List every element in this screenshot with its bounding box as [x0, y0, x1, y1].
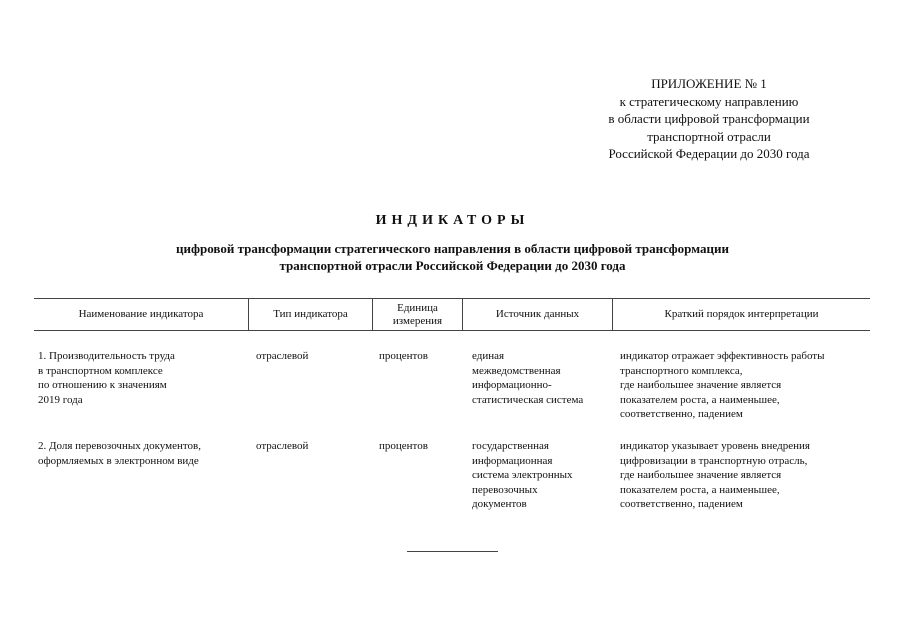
table-row	[34, 349, 870, 439]
cell-interpretation: индикатор указывает уровень внедрения цифровизации в транспортную отрасль, где наибольшее значение является показателем роста, а наименьшее, соответственно, падением	[620, 440, 810, 511]
cell-indicator-name: 2. Доля перевозочных документов, оформляемых в электронном виде	[38, 440, 201, 467]
indicators-table	[34, 298, 870, 529]
subtitle-line: цифровой трансформации стратегического направления в области цифровой трансформации	[176, 241, 729, 256]
header-data-source	[463, 299, 613, 330]
cell-indicator-type: отраслевой	[256, 440, 309, 452]
appendix-line: ПРИЛОЖЕНИЕ № 1	[651, 76, 767, 91]
appendix-line: Российской Федерации до 2030 года	[608, 146, 810, 161]
header-label: Тип индикатора	[273, 308, 348, 321]
document-title: ИНДИКАТОРЫ	[375, 213, 530, 228]
cell-data-source: единая межведомственная информационно- статистическая система	[472, 350, 584, 406]
header-label: Единица измерения	[392, 302, 443, 327]
appendix-line: в области цифровой трансформации	[608, 111, 810, 126]
table-row	[34, 439, 870, 529]
table-header-row	[34, 298, 870, 331]
header-label: Краткий порядок интерпретации	[664, 308, 819, 321]
document-subtitle	[0, 240, 905, 274]
appendix-header	[559, 75, 859, 163]
cell-unit: процентов	[379, 350, 428, 362]
header-label: Наименование индикатора	[78, 308, 204, 321]
header-indicator-type	[249, 299, 373, 330]
footer-separator-line	[407, 551, 498, 552]
cell-indicator-name: 1. Производительность труда в транспортном комплексе по отношению к значениям 2019 года	[38, 350, 175, 406]
header-interpretation	[613, 299, 870, 330]
cell-indicator-type: отраслевой	[256, 350, 309, 362]
subtitle-line: транспортной отрасли Российской Федерации до 2030 года	[279, 258, 626, 273]
header-label: Источник данных	[495, 308, 580, 321]
appendix-line: к стратегическому направлению	[619, 93, 799, 109]
cell-interpretation: индикатор отражает эффективность работы транспортного комплекса, где наибольшее значение является показателем роста, а наименьшее, соответственно, падением	[620, 350, 825, 421]
appendix-line: транспортной отрасли	[647, 128, 771, 144]
cell-unit: процентов	[379, 440, 428, 452]
header-indicator-name	[34, 299, 249, 330]
header-unit	[373, 299, 463, 330]
cell-data-source: государственная информационная система электронных перевозочных документов	[472, 440, 573, 511]
